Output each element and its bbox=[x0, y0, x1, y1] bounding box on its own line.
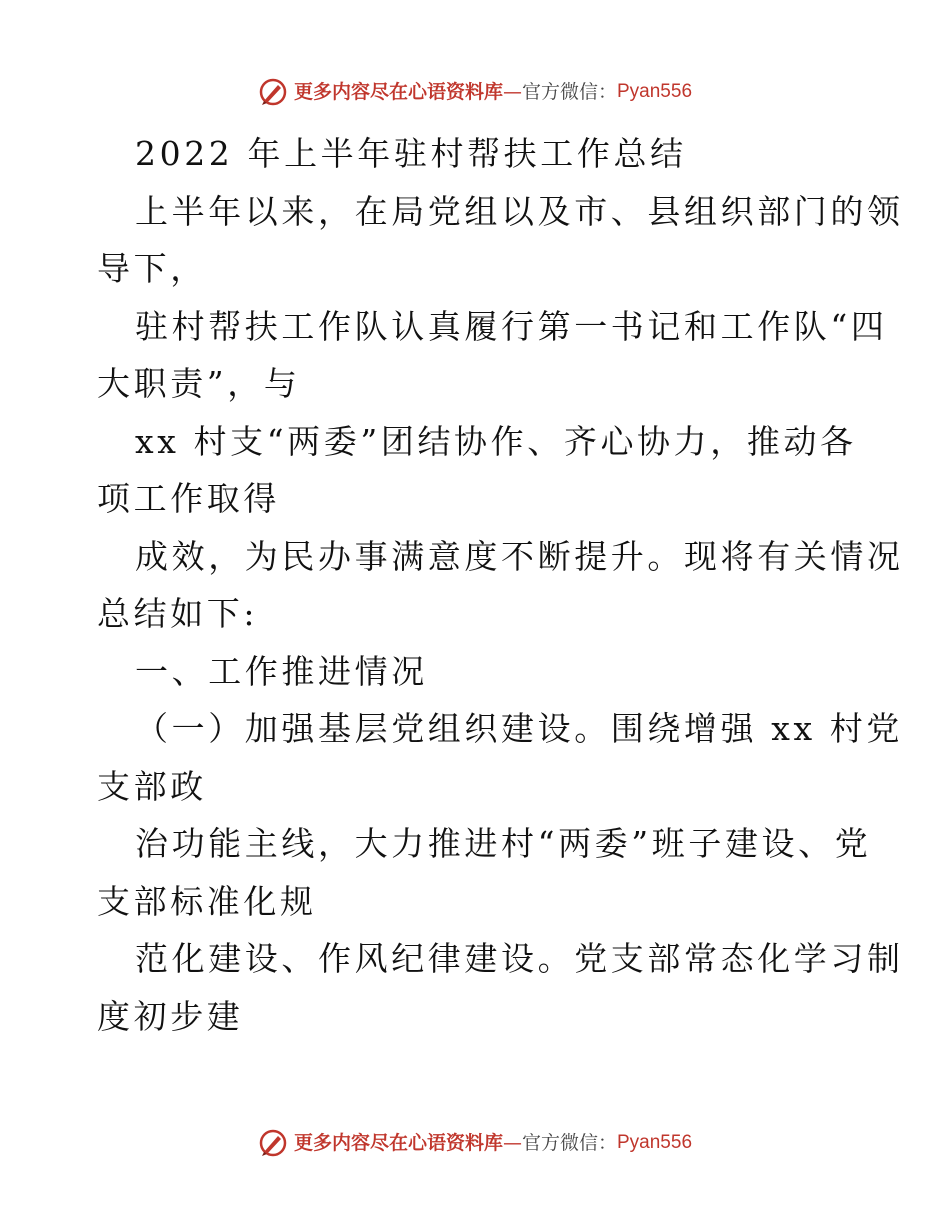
paragraph-line: 驻村帮扶工作队认真履行第一书记和工作队“四 bbox=[135, 306, 888, 346]
pen-logo-icon bbox=[258, 77, 288, 107]
header-watermark bbox=[0, 77, 950, 107]
watermark-dash: — bbox=[502, 81, 522, 103]
paragraph-line: 总结如下: bbox=[97, 594, 259, 633]
subsection-heading: （一）加强基层党组织建设。围绕增强 xx 村党 bbox=[135, 709, 904, 748]
paragraph-line: 治功能主线，大力推进村“两委”班子建设、党 bbox=[135, 824, 872, 863]
paragraph-line: 上半年以来，在局党组以及市、县组织部门的领 bbox=[135, 191, 904, 231]
watermark-wechat-id: Pyan556 bbox=[617, 81, 693, 102]
document-body bbox=[97, 125, 904, 1045]
watermark-wechat-id: Pyan556 bbox=[617, 1132, 693, 1153]
paragraph-line: xx 村支“两委”团结协作、齐心协力，推动各 bbox=[135, 421, 857, 461]
paragraph-line: 支部标准化规 bbox=[97, 881, 317, 921]
watermark-text: 更多内容尽在心语资料库 bbox=[293, 1132, 503, 1154]
paragraph-line: 项工作取得 bbox=[97, 479, 280, 518]
footer-watermark bbox=[0, 1128, 950, 1158]
watermark-wechat-label: 官方微信： bbox=[521, 1132, 617, 1154]
watermark-wechat-label: 官方微信： bbox=[521, 81, 617, 103]
paragraph-line: 导下， bbox=[97, 249, 207, 288]
paragraph-line: 支部政 bbox=[97, 766, 207, 806]
watermark-text: 更多内容尽在心语资料库 bbox=[293, 81, 503, 103]
paragraph-line: 成效，为民办事满意度不断提升。现将有关情况 bbox=[135, 536, 904, 576]
paragraph-line: 范化建设、作风纪律建设。党支部常态化学习制 bbox=[135, 939, 904, 978]
document-title: 2022 年上半年驻村帮扶工作总结 bbox=[135, 134, 687, 173]
watermark-dash: — bbox=[502, 1132, 522, 1154]
section-heading: 一、工作推进情况 bbox=[135, 651, 428, 691]
paragraph-line: 大职责”，与 bbox=[97, 364, 301, 403]
pen-logo-icon bbox=[258, 1128, 288, 1158]
paragraph-line: 度初步建 bbox=[97, 996, 244, 1036]
